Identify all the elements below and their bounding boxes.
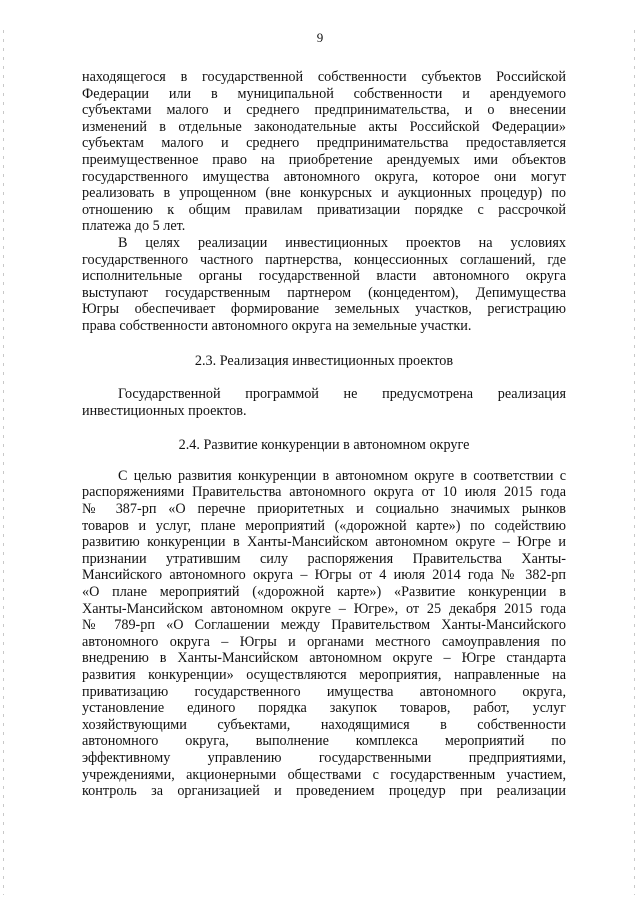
text-line: государственного имущества автономного округа, которое они могут [82,168,566,185]
text-line: права собственности автономного округа на земельные участки. [82,317,472,334]
text-line: Государственной программой не предусмотрена реализация [118,386,566,403]
text-line: внедрению в Ханты-Мансийском автономном округе – Югре стандарта [82,650,566,667]
text-line: установление единого порядка закупок товаров, работ, услуг [82,700,566,717]
paragraph-competition [82,468,566,800]
text-line: Югры обеспечивает формирование земельных участков, регистрацию [82,301,566,318]
text-line: субъектами малого и среднего предпринимательства, и о внесении [82,102,566,119]
text-line: субъектам малого и среднего предпринимательства предоставляется [82,135,566,152]
text-line: хозяйствующими субъектами, находящимися в собственности [82,716,566,733]
text-line: контроль за организацией и проведением процедур при реализации [82,783,566,800]
section-heading-2-3: 2.3. Реализация инвестиционных проектов [194,352,454,369]
text-line: инвестиционных проектов. [82,402,247,419]
text-line: В целях реализации инвестиционных проектов на условиях [118,234,566,251]
text-line: изменений в отдельные законодательные акты Российской Федерации» [82,118,566,135]
text-line: № 387-рп «О перечне приоритетных и социально значимых рынков [82,501,566,518]
text-line: преимущественное право на приобретение арендуемых ими объектов [82,151,566,168]
text-line: № 789-рп «О Соглашении между Правительством Ханты-Мансийского [82,617,566,634]
text-line: «О плане мероприятий («дорожной карте») «Развитие конкуренции в [82,584,566,601]
text-line: С целью развития конкуренции в автономном округе в соответствии с [118,467,566,484]
text-line: государственного частного партнерства, концессионных соглашений, где [82,251,566,268]
text-line: Ханты-Мансийском автономном округе – Югре», от 25 декабря 2015 года [82,600,566,617]
text-line: признании утратившим силу распоряжения Правительства Ханты- [82,550,566,567]
scan-edge-right [634,30,635,895]
paragraph-privatization [82,69,566,235]
paragraph-investment-partnership [82,235,566,335]
page-number: 9 [316,30,324,45]
text-line: находящегося в государственной собственности субъектов Российской [82,69,566,85]
text-line: исполнительные органы государственной власти автономного округа [82,268,566,285]
text-line: отношению к общим правилам приватизации порядке с рассрочкой [82,201,566,218]
text-line: автономного округа – Югры и органами местного самоуправления по [82,633,566,650]
text-line: выступают государственным партнером (концедентом), Депимущества [82,284,566,301]
scan-edge-left [3,30,4,895]
text-line: развитию конкуренции в Ханты-Мансийском автономном округе – Югре и [82,534,566,551]
text-line: приватизацию государственного имущества автономного округа, [82,683,566,700]
text-line: эффективному управлению государственными предприятиями, [82,749,566,766]
text-line: товаров и услуг, плане мероприятий («дорожной карте») по содействию [82,517,566,534]
text-line: Мансийского автономного округа – Югры от 4 июля 2014 года № 382-рп [82,567,566,584]
document-body [82,69,566,800]
text-line: распоряжениями Правительства автономного округа от 10 июля 2015 года [82,484,566,501]
text-line: учреждениями, акционерными обществами с государственным участием, [82,766,566,783]
text-line: автономного округа, выполнение комплекса мероприятий по [82,733,566,750]
section-heading-2-4: 2.4. Развитие конкуренции в автономном округе [178,437,470,454]
text-line: платежа до 5 лет. [82,218,186,235]
text-line: реализовать в упрощенном (вне конкурсных и аукционных процедур) по [82,185,566,202]
text-line: развития конкуренции» осуществляются мероприятия, направленные на [82,667,566,683]
text-line: Федерации или в муниципальной собственности и арендуемого [82,85,566,102]
paragraph-investment-projects [82,386,566,419]
